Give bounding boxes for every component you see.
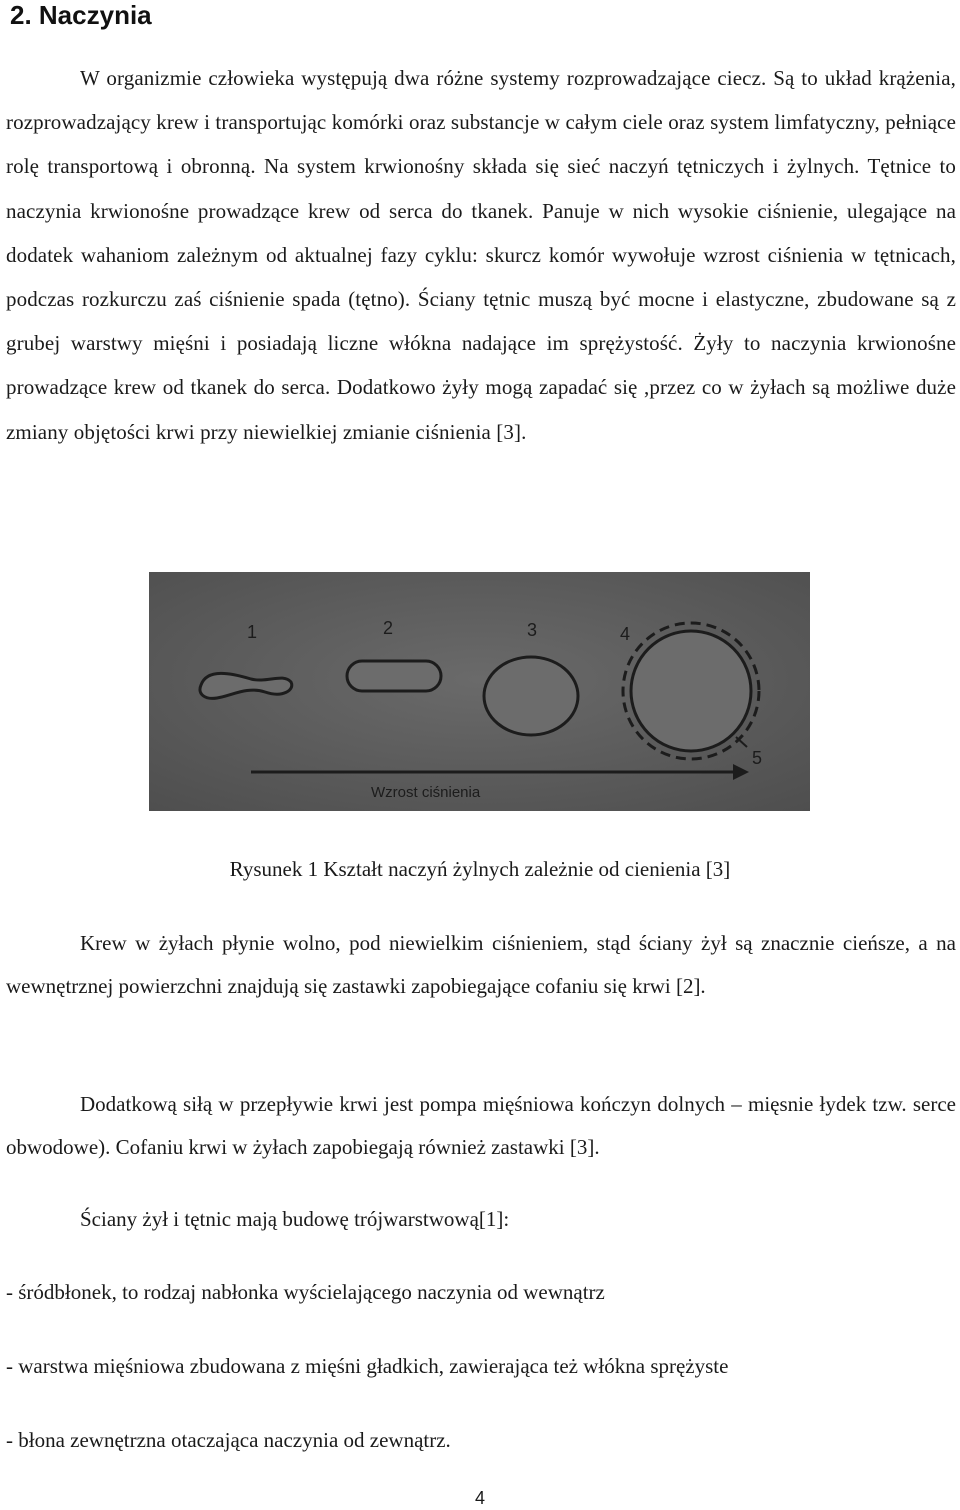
intro-paragraph: W organizmie człowieka występują dwa różne systemy rozprowadzające ciecz. Są to układ krążenia, rozprowadzający krew i transportując komórki oraz substancje w całym ciele oraz system limfatyczny, pełniące rolę transportową i obronną. Na system krwionośny składa się sieć naczyń tętniczych i żylnych. Tętnice to naczynia krwionośne prowadzące krew od serca do tkanek. Panuje w nich wysokie ciśnienie, ulegające na dodatek wahaniom zależnym od aktualnej fazy cyklu: skurcz komór wywołuje wzrost ciśnienia w tętnicach, podczas rozkurczu zaś ciśnienie spada (tętno). Ściany tętnic muszą być mocne i elastyczne, zbudowane są z grubej warstwy mięśni i posiadają liczne włókna nadające im sprężystość. Żyły to naczynia krwionośne prowadzące krew od tkanek do serca. Dodatkowo żyły mogą zapadać się ,przez co w żyłach są możliwe duże zmiany objętości krwi przy niewielkiej zmianie ciśnienia [3]. [6, 66, 956, 444]
shape-label-4: 4 [620, 624, 631, 644]
paragraph-veins-flow: Krew w żyłach płynie wolno, pod niewielkim ciśnieniem, stąd ściany żył są znacznie cieńsze, a na wewnętrznej powierzchni znajdują się zastawki zapobiegające cofaniu się krwi [2]. [6, 931, 956, 998]
shape-label-3: 3 [527, 620, 538, 640]
pressure-axis-label: Wzrost ciśnienia [371, 784, 481, 801]
vein-shape-figure [149, 572, 810, 811]
shape-label-1: 1 [247, 622, 258, 642]
vein-shape-3 [484, 657, 578, 735]
list-item: - śródbłonek, to rodzaj nabłonka wyścielającego naczynia od wewnątrz [6, 1280, 605, 1304]
wall-layers-list [6, 1271, 956, 1493]
list-item: - warstwa mięśniowa zbudowana z mięśni gładkich, zawierająca też włókna sprężyste [6, 1354, 729, 1378]
paragraph-muscle-pump: Dodatkową siłą w przepływie krwi jest pompa mięśniowa kończyn dolnych – mięsnie łydek tzw. serce obwodowe). Cofaniu krwi w żyłach zapobiegają również zastawki [3]. [6, 1092, 956, 1159]
section-heading: 2. Naczynia [10, 0, 152, 30]
paragraph-wall-layers-intro: Ściany żył i tętnic mają budowę trójwarstwową[1]: [80, 1207, 510, 1231]
figure-caption: Rysunek 1 Kształt naczyń żylnych zależnie od cienienia [3] [229, 857, 731, 881]
vein-shape-4-solid [631, 631, 751, 751]
page-number: 4 [474, 1488, 485, 1508]
list-item: - błona zewnętrzna otaczająca naczynia od zewnątrz. [6, 1428, 451, 1452]
shape-label-5: 5 [752, 748, 763, 768]
vein-shape-2 [347, 661, 441, 691]
shape-label-2: 2 [383, 618, 394, 638]
